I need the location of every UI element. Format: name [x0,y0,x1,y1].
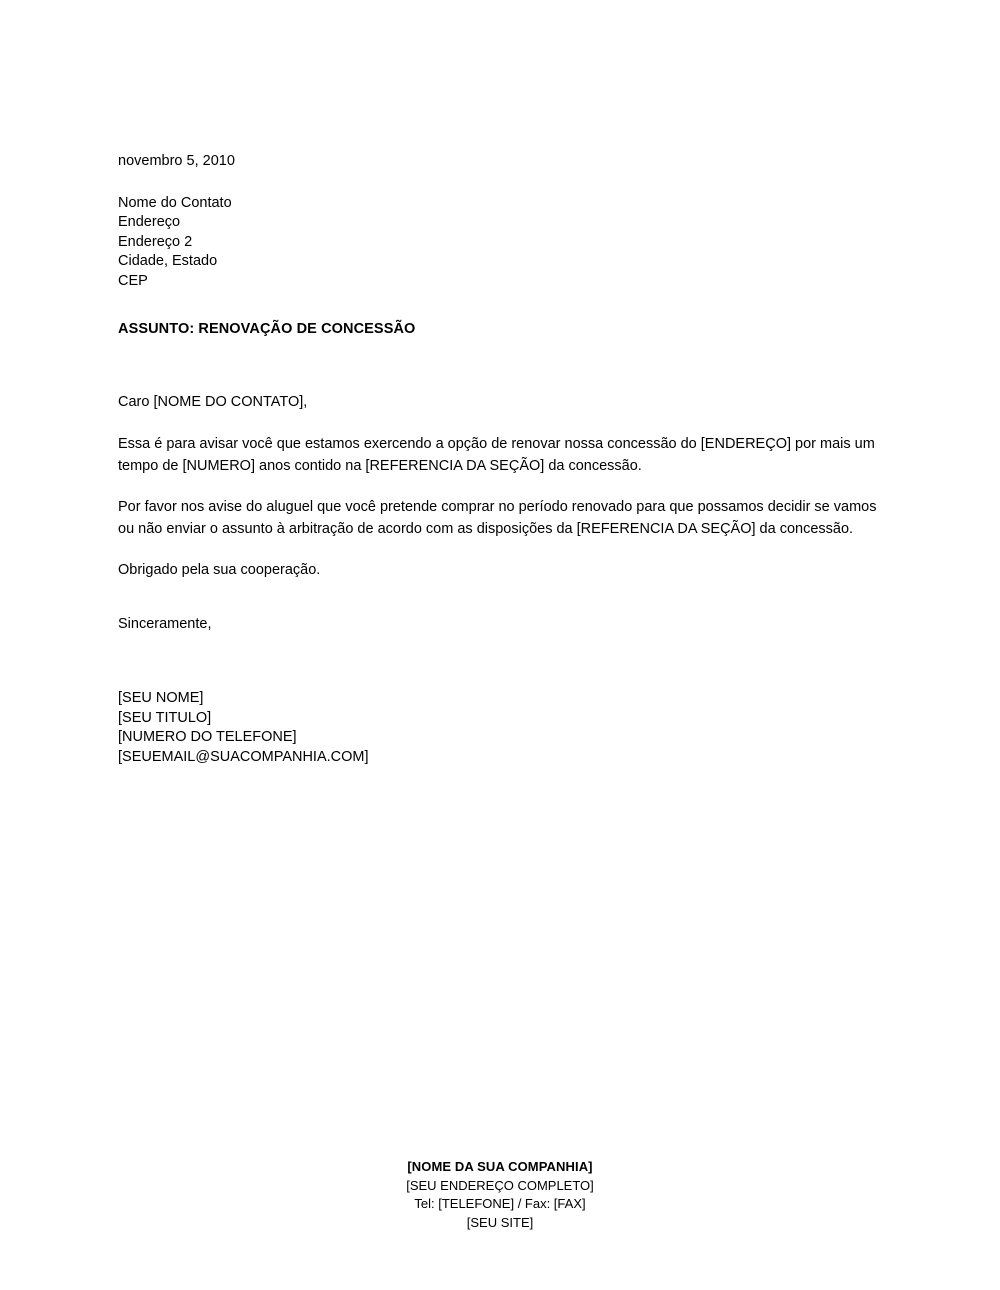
signature-block [118,689,880,767]
date-block [118,152,880,172]
recipient-address-2: Endereço 2 [118,233,193,250]
recipient-address-block [118,194,880,292]
letter-body [118,152,880,767]
recipient-postal-code: CEP [118,272,148,289]
signature-name: [SEU NOME] [118,690,204,706]
footer-website: [SEU SITE] [466,1214,534,1230]
signature-phone: [NUMERO DO TELEFONE] [118,729,297,745]
footer-company-name: [NOME DA SUA COMPANHIA] [407,1159,593,1174]
subject-line: ASSUNTO: RENOVAÇÃO DE CONCESSÃO [118,321,416,337]
recipient-address-1: Endereço [118,214,181,230]
recipient-city-state: Cidade, Estado [118,253,218,269]
signature-email: [SEUEMAIL@SUACOMPANHIA.COM] [118,748,369,765]
recipient-name: Nome do Contato [118,194,232,211]
footer-contact: Tel: [TELEFONE] / Fax: [FAX] [414,1196,586,1211]
signature-title: [SEU TITULO] [118,709,212,726]
page-footer [0,1158,1000,1232]
footer-address: [SEU ENDEREÇO COMPLETO] [406,1177,594,1193]
salutation: Caro [NOME DO CONTATO], [118,393,308,410]
thanks-line: Obrigado pela sua cooperação. [118,562,321,578]
letter-date: novembro 5, 2010 [118,153,235,169]
body-paragraph-1: Essa é para avisar você que estamos exercendo a opção de renovar nossa concessão do [ENDEREÇO] por mais um tempo de [NUMERO] anos contido na [REFERENCIA DA SEÇÃO] da concessão. [118,436,875,474]
body-paragraph-2: Por favor nos avise do aluguel que você pretende comprar no período renovado para que possamos decidir se vamos ou não enviar o assunto à arbitração de acordo com as disposições da [REFERENCIA DA SEÇÃO] da concessão. [118,499,877,537]
closing-line: Sinceramente, [118,615,212,632]
